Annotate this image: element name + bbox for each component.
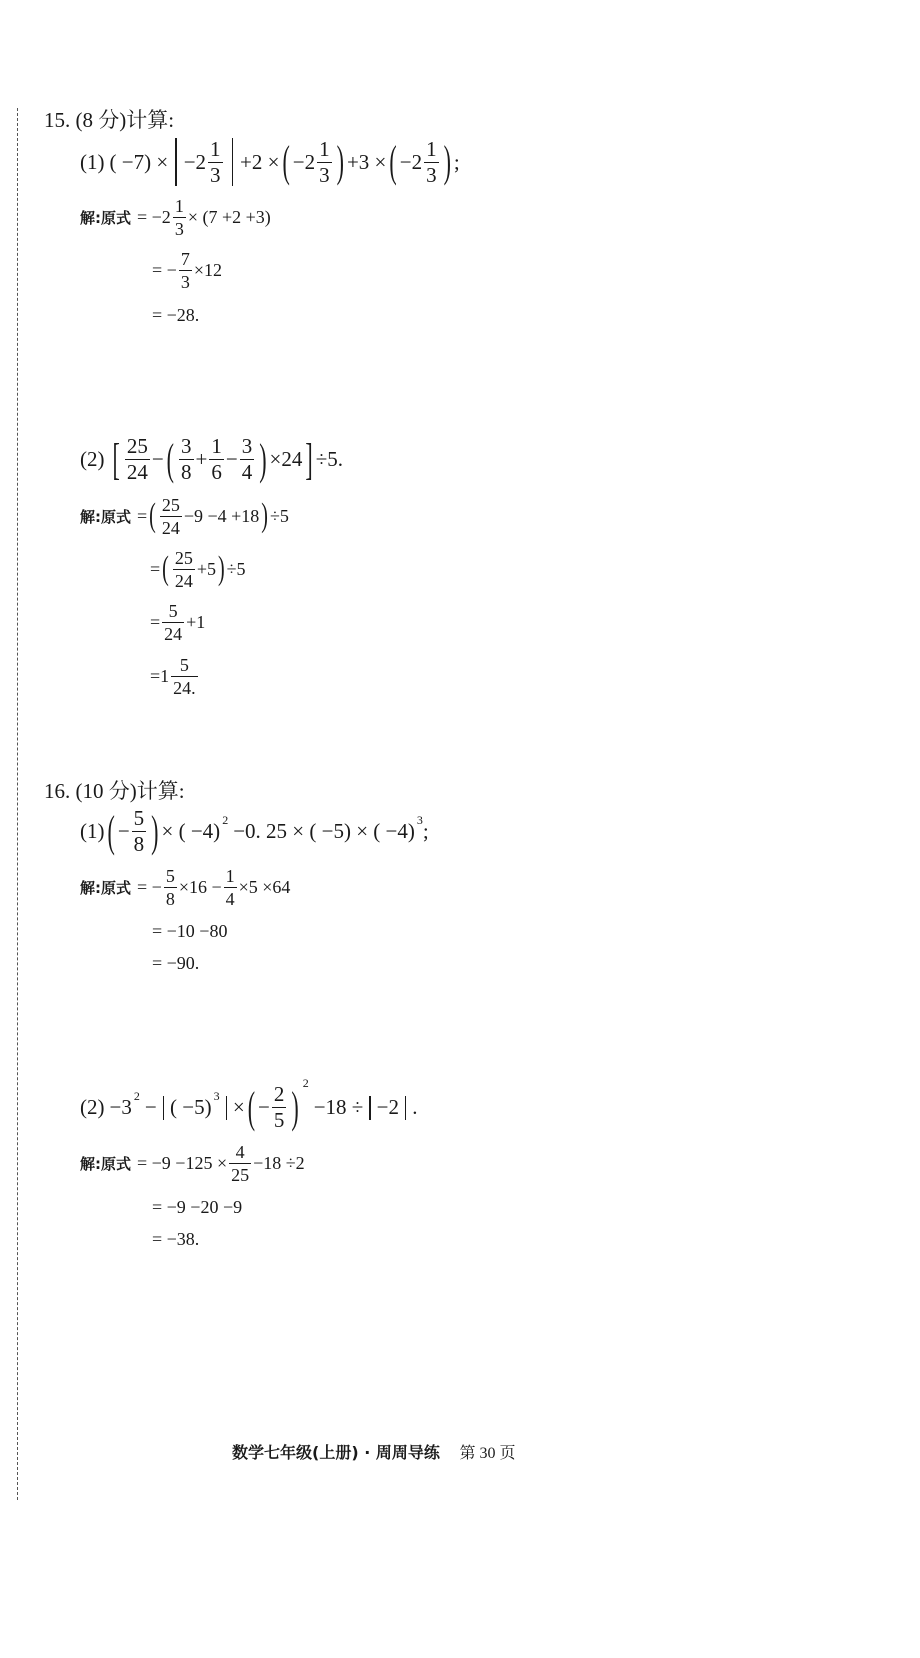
q16-part1-solution-line3: = −90. [152, 953, 200, 973]
abs-bar-right [232, 138, 234, 186]
q16-part1-solution-line2: = −10 −80 [152, 921, 228, 941]
q15-part1-solution-line3: = −28. [152, 305, 200, 325]
fraction: $\frac{1}{3}$ [210, 136, 221, 187]
q16-part2-solution-line1: 解:原式 = −9 −125 × $\frac{4}{25}$ −18 ÷2 [80, 1142, 305, 1185]
q16-part2-solution-line2: = −9 −20 −9 [152, 1197, 243, 1217]
q16-part1-expression: (1) ( − $\frac{5}{8}$ ) × ( −4) 2 −0. 25 × ( −5) × ( −4) 3 ; [80, 805, 429, 856]
page-number: 第 30 页 [459, 1445, 516, 1462]
q15-part2-solution-line1: 解:原式 = ( $\frac{25}{24}$ −9 −4 +18 ) ÷5 [80, 495, 289, 538]
q15-part1-solution-line1: 解:原式 = −2 $\frac{1}{3}$ × (7 +2 +3) [80, 196, 271, 239]
q16-part2-expression: (2) −3 2 − ( −5) 3 × ( − $\frac{2}{5}$ ) 2 −18 ÷ −2 . [80, 1076, 418, 1132]
q15-title: 15. (8 分)计算: [44, 108, 175, 132]
q15-part2-expression: (2) [ $\frac{25}{24}$ − ( $\frac{3}{8}$ + $\frac{1}{6}$ − $\frac{3}{4}$ ) ×24 ] ÷5. [80, 433, 343, 484]
q15-part1-solution-line2: = − $\frac{7}{3}$ ×12 [152, 249, 222, 292]
page-footer [232, 1440, 515, 1463]
q16-part1-solution-line1: 解:原式 = − $\frac{5}{8}$ ×16 − $\frac{1}{4}$ ×5 ×64 [80, 866, 291, 909]
q15-part1-expression: (1) ( −7) × −2 $\frac{1}{3}$ +2 × ( −2 $\frac{1}{3}$ ) +3 × ( −2 $\frac{1}{3}$ ) ; [80, 136, 460, 187]
q16-title: 16. (10 分)计算: [44, 779, 185, 803]
solution-label: 解:原式 [80, 209, 131, 227]
part-label: (1) [80, 149, 105, 174]
book-title: 数学七年级(上册) · 周周导练 [232, 1443, 440, 1462]
abs-bar-left [175, 138, 177, 186]
q15-part2-solution-line4: =1 $\frac{5}{24.}$ [150, 655, 196, 698]
q15-part2-solution-line2: = ( $\frac{25}{24}$ +5 ) ÷5 [150, 548, 246, 591]
fold-line [17, 108, 18, 1500]
q16-part2-solution-line3: = −38. [152, 1229, 200, 1249]
q15-part2-solution-line3: = $\frac{5}{24}$ +1 [150, 601, 206, 644]
fraction: $\frac{1}{3}$ [319, 136, 330, 187]
fraction: $\frac{1}{3}$ [426, 136, 437, 187]
